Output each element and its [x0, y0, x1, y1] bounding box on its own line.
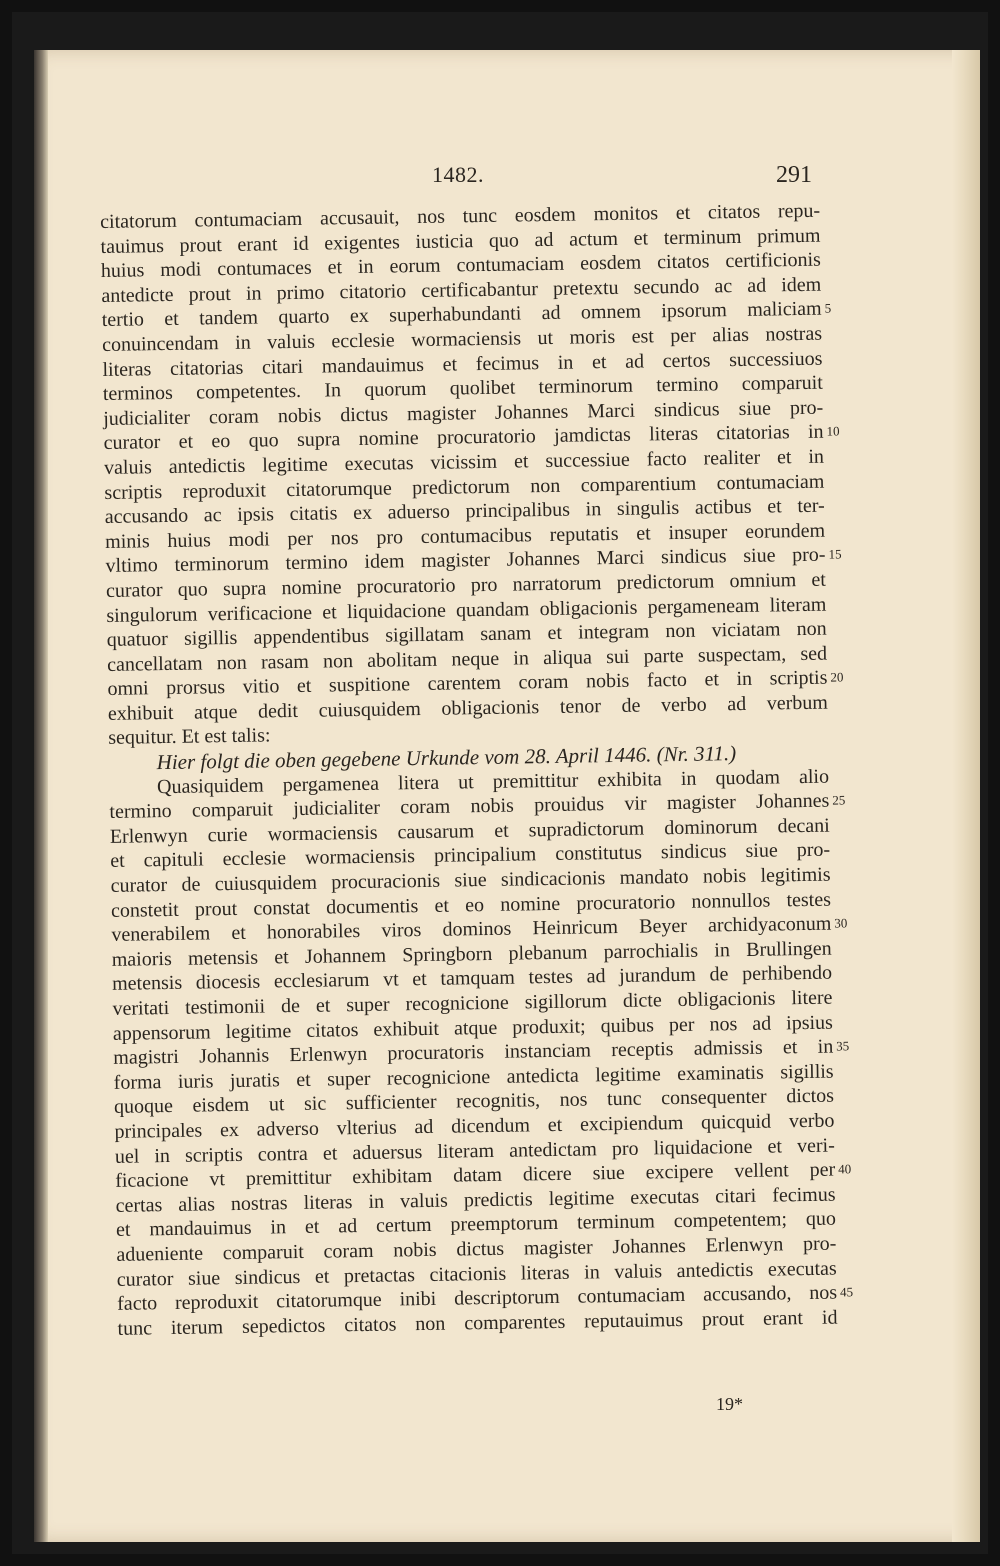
line-text: facto reproduxit citatorumque inibi descriptorum contumaciam accusando, nos: [117, 1281, 838, 1315]
line-text: judicialiter coram nobis dictus magister Johannes Marci sindicus siue pro-: [103, 396, 824, 430]
line-text: tertio et tandem quarto ex superhabundanti ad omnem ipsorum maliciam: [101, 298, 822, 332]
line-text: vltimo terminorum termino idem magister Johannes Marci sindicus siue pro-: [105, 543, 826, 578]
line-text: constetit prout constat documentis et eo nomine procuratorio nonnullos testes: [110, 888, 832, 922]
line-text: antedicte prout in primo citatorio certificabantur pretextu secundo ac ad idem: [101, 273, 822, 307]
line-number: 15: [828, 546, 842, 562]
line-text: exhibuit atque dedit cuiusquidem obligacionis tenor de verbo ad verbum: [107, 691, 828, 725]
line-text: magistri Johannis Erlenwyn procuratoris instanciam receptis admissis et in: [113, 1035, 834, 1070]
page-edge: [952, 50, 980, 1542]
line-text: venerabilem et honorabiles viros dominos Heinricum Beyer archidyaconum: [111, 912, 832, 947]
line-text: termino comparuit judicialiter coram nobis prouidus vir magister Johannes: [109, 789, 830, 824]
line-text: curator siue sindicus et pretactas citacionis literas in valuis antedictis executas: [116, 1257, 837, 1291]
line-text: forma iuris juratis et super recognicione antedicta legitime examinatis sigillis: [113, 1060, 834, 1094]
line-text: appensorum legitime citatos exhibuit atque produxit; quibus per nos ad ipsius: [112, 1011, 834, 1045]
line-text: conuincendam in valuis ecclesie wormaciensis ut moris est per alias nostras: [101, 322, 823, 356]
line-text: Quasiquidem pergamenea litera ut premittitur exhibita in quodam alio: [156, 765, 830, 798]
scan-background: [12, 12, 988, 1554]
line-number: 20: [830, 669, 844, 685]
line-text: curator et eo quo supra nomine procuratorio jamdictas literas citatorias in: [103, 421, 824, 455]
line-text: certas alias nostras literas in valuis predictis legitime executas citari fecimus: [115, 1183, 836, 1217]
line-text: huius modi contumaces et in eorum contumaciam eosdem citatos certificionis: [100, 248, 822, 283]
line-text: singulorum verificacione et liquidacione quandam obligacionis pergameneam literam: [106, 593, 827, 627]
header-year: 1482.: [432, 162, 484, 187]
page-spine: [34, 50, 48, 1542]
line-text: uel in scriptis contra et aduersus literam antedictam pro liquidacione et veri-: [114, 1134, 835, 1168]
line-text: literas citatorias citari mandauimus et fecimus in et ad certos successiuos: [102, 347, 823, 381]
line-number: 40: [838, 1161, 852, 1177]
line-text: cancellatam non rasam non abolitam neque in aliqua sui parte suspectam, sed: [106, 642, 828, 676]
line-number: 30: [834, 915, 848, 931]
line-text: sequitur. Et est talis:: [108, 724, 271, 750]
line-number: 45: [839, 1284, 854, 1300]
line-text: Erlenwyn curie wormaciensis causarum et supradictorum dominorum decani: [109, 814, 830, 848]
line-text: omni prorsus vitio et suspitione carentem coram nobis facto et in scriptis: [107, 666, 828, 701]
line-text: metensis diocesis ecclesiarum vt et tamquam testes ad jurandum de perhibendo: [111, 962, 833, 996]
line-number: 35: [836, 1038, 850, 1054]
line-text: citatorum contumaciam accusauit, nos tunc eosdem monitos et citatos repu-: [100, 199, 821, 233]
line-text: curator de cuiusquidem procuracionis siue sindicacionis mandato nobis legitimis: [110, 863, 831, 897]
line-text: et mandauimus in et ad certum preemptorum terminum competentem; quo: [115, 1207, 837, 1242]
line-text: ficacione vt premittitur exhibitam datam dicere siue excipere vellent per: [115, 1158, 836, 1193]
running-header: [112, 162, 812, 202]
line-number: 10: [826, 423, 840, 439]
book-page: [34, 50, 980, 1542]
line-text: tunc iterum sepedictos citatos non comparentes reputauimus prout erant id: [117, 1306, 838, 1340]
signature-mark: 19*: [716, 1394, 743, 1414]
line-text: valuis antedictis legitime executas vicissim et successiue facto realiter et in: [103, 445, 825, 479]
line-text: accusando ac ipsis citatis ex aduerso principalibus in singulis actibus et ter-: [104, 494, 825, 529]
line-number: 25: [832, 792, 846, 808]
line-text: Hier folgt die oben gegebene Urkunde vom 28. April 1446. (Nr. 311.): [156, 741, 737, 775]
body-text: [100, 199, 854, 1341]
line-text: scriptis reproduxit citatorumque predictorum non comparentium contumaciam: [104, 470, 825, 504]
line-text: curator quo supra nomine procuratorio pro narratorum predictorum omnium et: [105, 568, 827, 602]
line-text: terminos competentes. In quorum quolibet terminorum termino comparuit: [102, 371, 823, 406]
line-text: maioris metensis et Johannem Springborn plebanum parrochialis in Brullingen: [111, 937, 832, 971]
page-number: 291: [776, 162, 812, 188]
line-text: quoque eisdem ut sic sufficienter recognitis, nos tunc consequenter dictos: [113, 1084, 835, 1119]
line-text: principales ex adverso vlterius ad dicendum et excipiendum quicquid verbo: [114, 1109, 835, 1143]
line-number: 5: [824, 300, 832, 317]
line-text: veritati testimonii de et super recognicione sigillorum dicte obligacionis litere: [112, 986, 833, 1020]
line-text: minis huius modi per nos pro contumacibus reputatis et insuper eorundem: [105, 519, 826, 553]
line-text: et capituli ecclesie wormaciensis principalium constitutus sindicus siue pro-: [110, 839, 831, 873]
line-text: tauimus prout erant id exigentes iusticia quo ad actum et terminum primum: [100, 224, 821, 258]
line-text: adueniente comparuit coram nobis dictus magister Johannes Erlenwyn pro-: [116, 1232, 837, 1266]
line-text: quatuor sigillis appendentibus sigillatam sanam et integram non viciatam non: [106, 617, 827, 652]
